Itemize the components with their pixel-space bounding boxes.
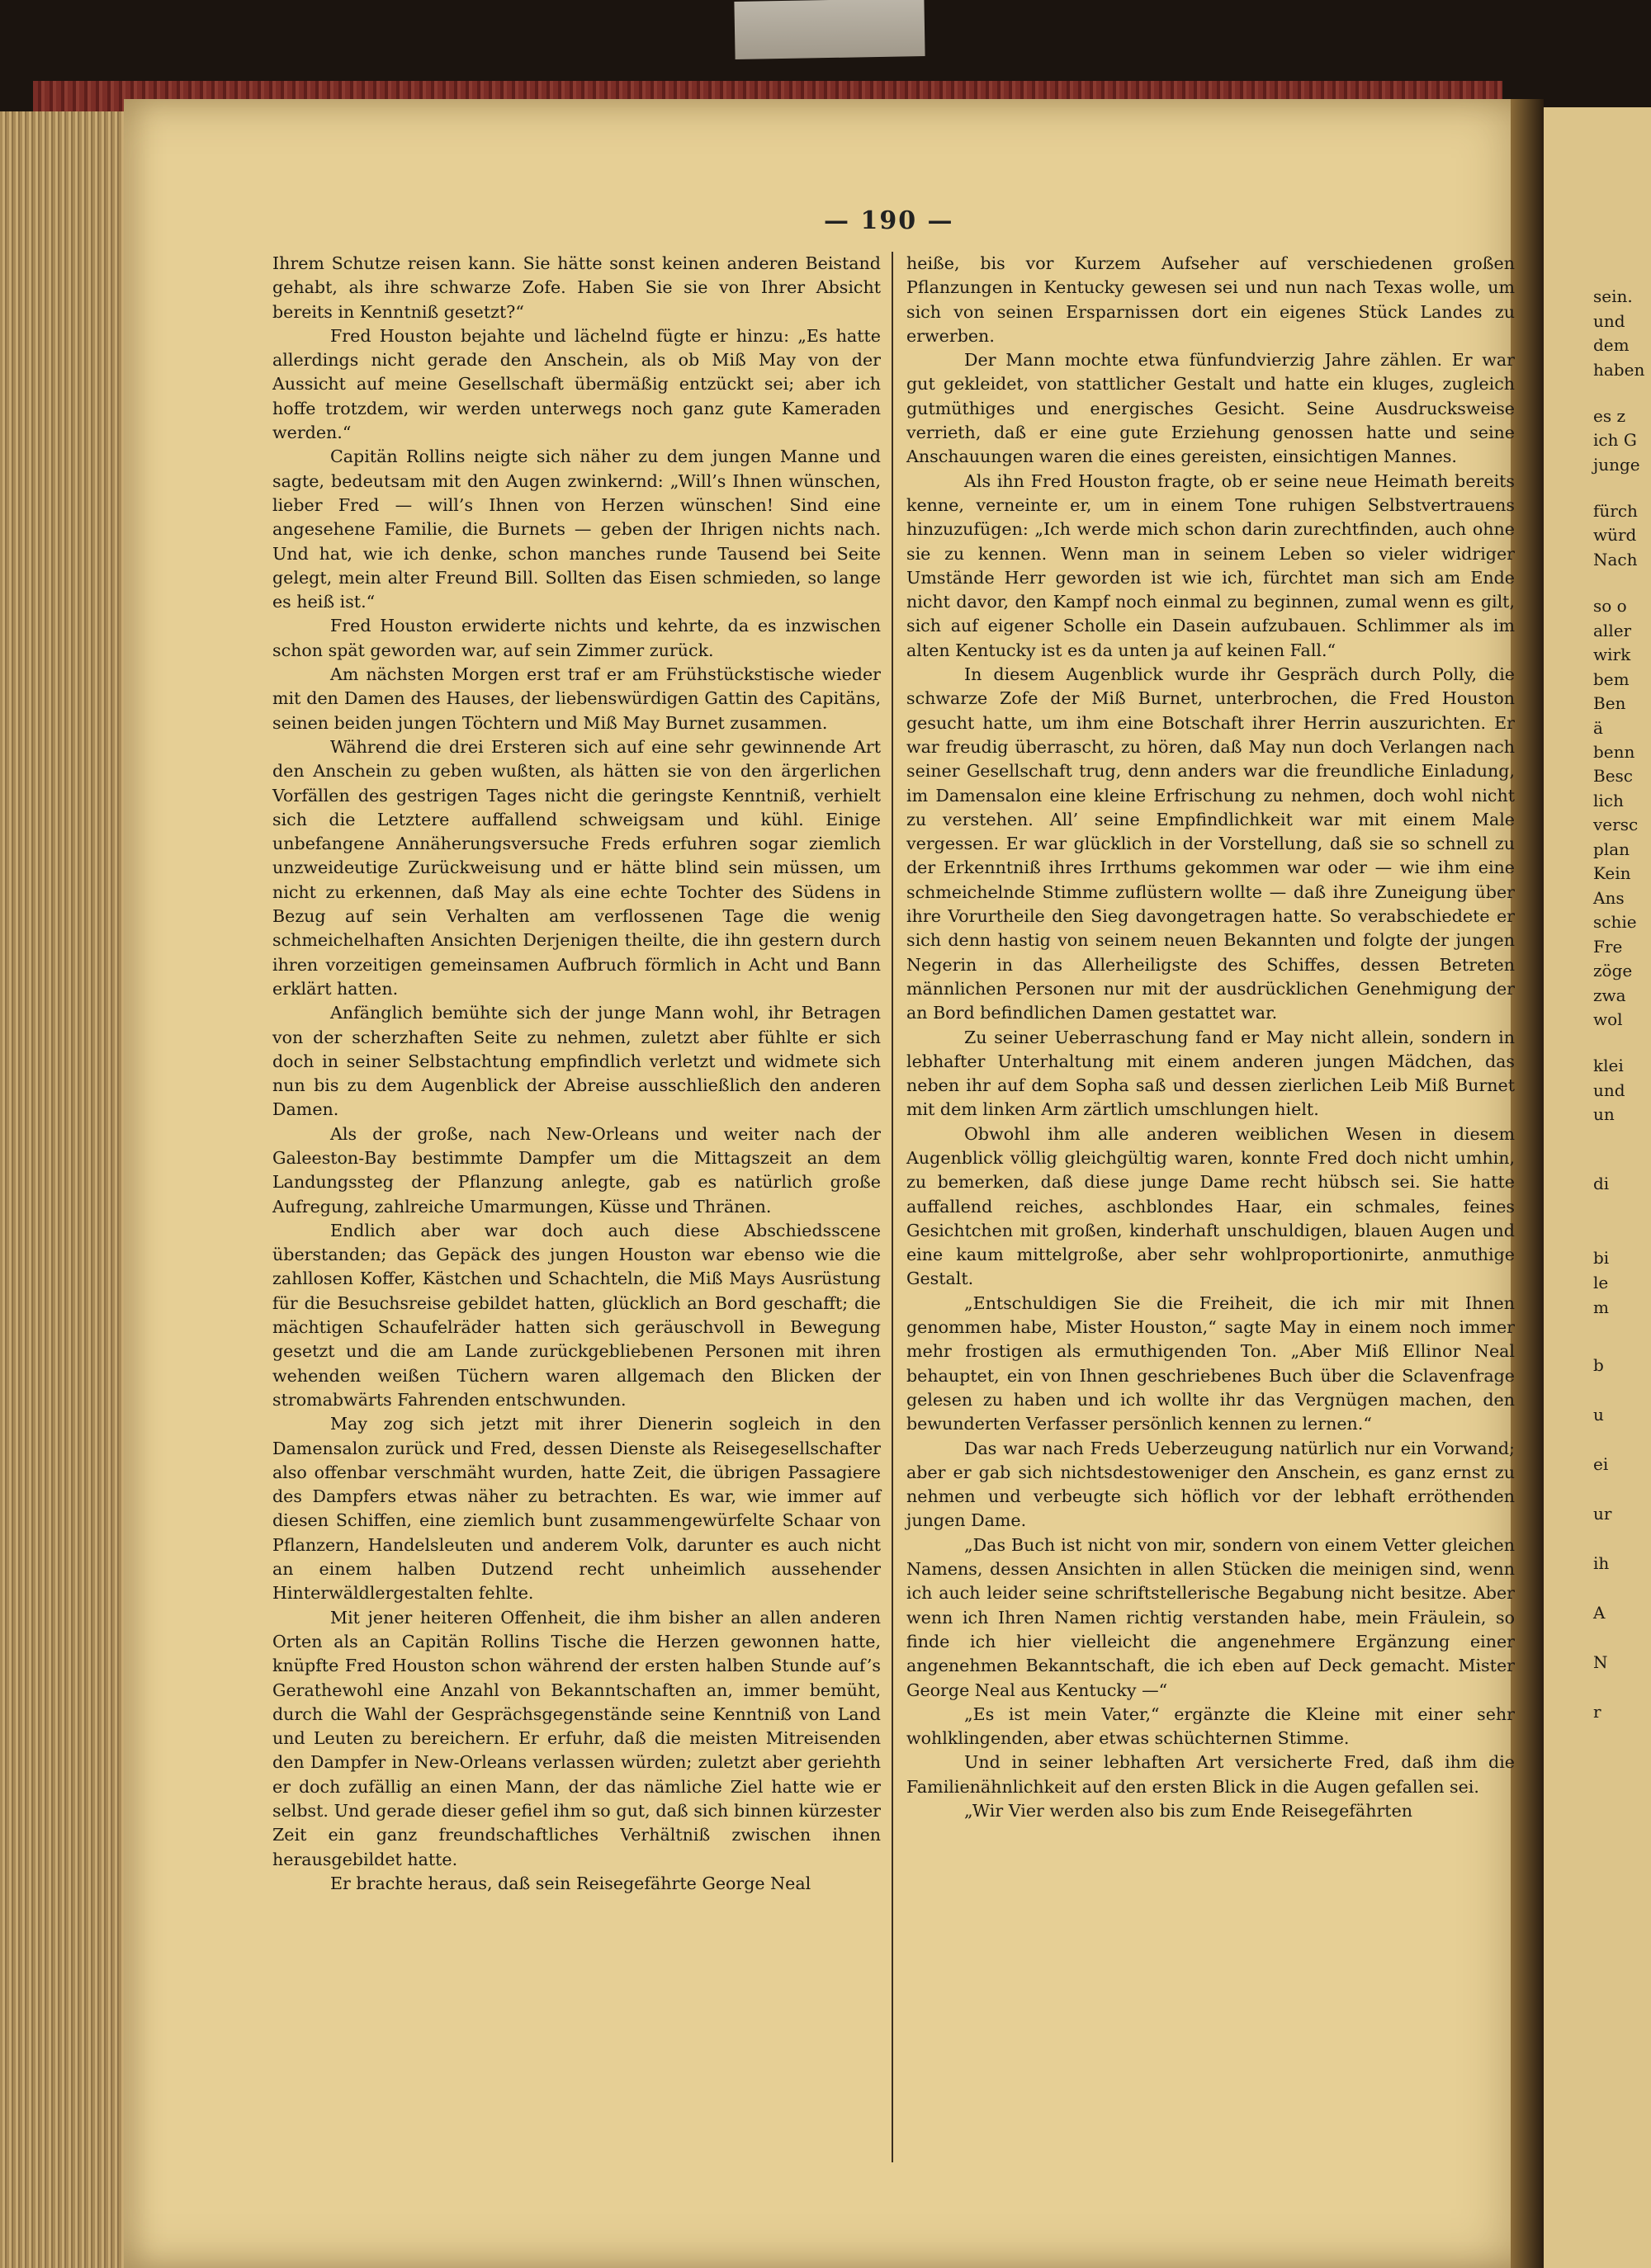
right-page-fragment: zöge bbox=[1593, 961, 1633, 980]
right-page-fragment: m bbox=[1593, 1297, 1609, 1317]
right-page-fragment: und bbox=[1593, 1080, 1625, 1100]
right-page-fragment: fürch bbox=[1593, 501, 1638, 521]
paragraph: Als ihn Fred Houston fragte, ob er seine neue Heimath bereits kenne, verneinte er, um in einem Tone ruhigen Selbstvertrauens hinzuzufügen: „Ich werde mich schon darin zurechtfinden, auch ohne sie zu kennen. Wenn man in seinem Leben so vieler widriger Umstände Herr geworden ist wie ich, fürchtet man sich am Ende nicht davor, den Kampf noch einmal zu beginnen, zumal wenn es gilt, sich auf eigener Scholle ein Dasein aufzubauen. Schlimmer als im alten Kentucky ist es da unten ja auf keinen Fall.“ bbox=[906, 470, 1515, 660]
column-right bbox=[906, 252, 1515, 1823]
right-page-fragment: würd bbox=[1593, 525, 1637, 545]
paragraph: Und in seiner lebhaften Art versicherte Fred, daß ihm die Familienähnlichkeit auf den ersten Blick in die Augen gefallen sei. bbox=[906, 1752, 1515, 1797]
paragraph: Anfänglich bemühte sich der junge Mann wohl, ihr Betragen von der scherzhaften Seite zu nehmen, zuletzt aber fühlte er sich doch in seiner Selbstachtung empfindlich verletzt und widmete sich nun bis zu dem Augenblick der Abreise ausschließlich den anderen Damen. bbox=[272, 1003, 881, 1120]
right-page-fragment: ur bbox=[1593, 1504, 1612, 1524]
right-page-fragment: junge bbox=[1593, 455, 1640, 475]
right-page-fragment: ich G bbox=[1593, 430, 1637, 450]
right-page-fragment: und bbox=[1593, 311, 1625, 331]
right-page-fragment: plan bbox=[1593, 839, 1630, 859]
right-page-fragment: A bbox=[1593, 1603, 1606, 1623]
right-page-fragment: Ben bbox=[1593, 693, 1626, 713]
right-page-fragment: sein. bbox=[1593, 286, 1633, 306]
right-page-fragment: bem bbox=[1593, 669, 1630, 689]
paragraph: Endlich aber war doch auch diese Abschiedsscene überstanden; das Gepäck des jungen Houston war ebenso wie die zahllosen Koffer, Kästchen und Schachteln, die Miß Mays Ausrüstung für die Besuchsreise gebildet hatten, glücklich an Bord geschafft; die mächtigen Schaufelräder hatten sich geräuschvoll in Bewegung gesetzt und die am Lande zurückgebliebenen Personen mit ihren wehenden weißen Tüchern waren allgemach den Blicken der stromabwärts Fahrenden entschwunden. bbox=[272, 1220, 881, 1410]
right-page-fragment: bi bbox=[1593, 1248, 1610, 1268]
right-page-fragment: so o bbox=[1593, 596, 1627, 616]
paragraph: Zu seiner Ueberraschung fand er May nicht allein, sondern in lebhafter Unterhaltung mit einem anderen jungen Mädchen, das neben ihr auf dem Sopha saß und dessen zierlichen Leib Miß Burnet mit dem linken Arm zärtlich umschlungen hielt. bbox=[906, 1027, 1515, 1120]
page-stack bbox=[0, 111, 132, 2268]
paragraph: Fred Houston erwiderte nichts und kehrte, da es inzwischen schon spät geworden war, auf sein Zimmer zurück. bbox=[272, 616, 881, 660]
paragraph: Das war nach Freds Ueberzeugung natürlich nur ein Vorwand; aber er gab sich nichtsdestoweniger den Anschein, es ganz ernst zu nehmen und verbeugte sich höflich vor der lebhaft erröthenden jungen Dame. bbox=[906, 1438, 1515, 1531]
paragraph: „Entschuldigen Sie die Freiheit, die ich mir mit Ihnen genommen habe, Mister Houston,“ sagte May in einem noch immer mehr frostigen als ermuthigenden Ton. „Aber Miß Ellinor Neal behauptet, ein von Ihnen geschriebenes Buch über die Sclavenfrage gelesen zu haben und ich wollte ihr das Vergnügen machen, den bewunderten Verfasser persönlich kennen zu lernen.“ bbox=[906, 1292, 1515, 1434]
paragraph: Am nächsten Morgen erst traf er am Frühstückstische wieder mit den Damen des Hauses, der liebenswürdigen Gattin des Capitäns, seinen beiden jungen Töchtern und Miß May Burnet zusammen. bbox=[272, 664, 881, 733]
right-page-fragment: r bbox=[1593, 1702, 1601, 1722]
right-page-fragment: un bbox=[1593, 1104, 1615, 1124]
right-page-fragment: Kein bbox=[1593, 863, 1631, 883]
right-page-fragment: aller bbox=[1593, 621, 1632, 640]
paragraph: Der Mann mochte etwa fünfundvierzig Jahre zählen. Er war gut gekleidet, von stattlicher Gestalt und hatte ein kluges, zugleich gutmüthiges und energisches Gesicht. Seine Ausdrucksweise verrieth, daß er eine gute Erziehung genossen hatte und seine Anschauungen waren die eines gereisten, einsichtigen Mannes. bbox=[906, 350, 1515, 467]
column-left bbox=[272, 252, 881, 1896]
right-page-fragment: le bbox=[1593, 1273, 1609, 1292]
right-page-fragment: lich bbox=[1593, 791, 1624, 810]
paragraph: Als der große, nach New-Orleans und weiter nach der Galeeston-Bay bestimmte Dampfer um die Mittagszeit an dem Landungssteg der Pflanzung anlegte, gab es natürlich große Aufregung, zahlreiche Umarmungen, Küsse und Thränen. bbox=[272, 1123, 881, 1217]
right-page-fragment: u bbox=[1593, 1405, 1604, 1425]
right-page-fragment: Nach bbox=[1593, 550, 1638, 569]
right-page-fragment: b bbox=[1593, 1355, 1604, 1375]
right-page-fragment: benn bbox=[1593, 742, 1635, 762]
paragraph: Obwohl ihm alle anderen weiblichen Wesen in diesem Augenblick völlig gleichgültig waren, konnte Fred doch nicht umhin, zu bemerken, daß diese junge Dame recht hübsch sei. Sie hatte auffallend reiches, aschblondes Haar, ein schmales, feines Gesichtchen mit großen, kinderhaft unschuldigen, blauen Augen und eine kaum mittelgroße, aber sehr wohlproportionirte, anmuthige Gestalt. bbox=[906, 1123, 1515, 1289]
paragraph: „Wir Vier werden also bis zum Ende Reisegefährten bbox=[964, 1801, 1413, 1821]
right-page-fragment: versc bbox=[1593, 815, 1639, 834]
right-page-fragment: klei bbox=[1593, 1056, 1624, 1075]
right-page-fragment: Besc bbox=[1593, 766, 1633, 786]
paragraph: heiße, bis vor Kurzem Aufseher auf verschiedenen großen Pflanzungen in Kentucky gewesen sei und nun nach Texas wolle, um sich von seinen Ersparnissen dort ein eigenes Stück Landes zu erwerben. bbox=[906, 253, 1515, 346]
paragraph: Mit jener heiteren Offenheit, die ihm bisher an allen anderen Orten als an Capitän Rollins Tische die Herzen gewonnen hatte, knüpfte Fred Houston schon während der ersten halben Stunde auf’s Gerathewohl eine Anzahl von Bekanntschaften an, immer bemüht, durch die Wahl der Gesprächsgegenstände seine Kenntniß von Land und Leuten zu bereichern. Er erfuhr, daß die meisten Mitreisenden den Dampfer in New-Orleans verlassen würden; zuletzt aber geriehth er doch zufällig an einen Mann, der das nämliche Ziel hatte wie er selbst. Und gerade dieser gefiel ihm so gut, daß sich binnen kürzester Zeit ein ganz freundschaftliches Verhältniß zwischen ihnen herausgebildet hatte. bbox=[272, 1607, 881, 1869]
paragraph: „Es ist mein Vater,“ ergänzte die Kleine mit einer sehr wohlklingenden, aber etwas schüchternen Stimme. bbox=[906, 1703, 1515, 1749]
column-divider bbox=[892, 252, 893, 2162]
paragraph: May zog sich jetzt mit ihrer Dienerin sogleich in den Damensalon zurück und Fred, dessen Dienste als Reisegesellschafter also offenbar verschmäht wurden, hatte Zeit, die übrigen Passagiere des Dampfers etwas näher zu betrachten. Es war, wie immer auf diesen Schiffen, eine ziemlich bunt zusammengewürfelte Schaar von Pflanzern, Handelsleuten und anderem Volk, darunter es auch nicht an einem halben Dutzend recht unheimlich aussehender Hinterwäldlergestalten fehlte. bbox=[272, 1414, 881, 1604]
right-page-fragment: dem bbox=[1593, 335, 1630, 355]
right-page-fragment: haben bbox=[1593, 360, 1645, 380]
paragraph: Fred Houston bejahte und lächelnd fügte er hinzu: „Es hatte allerdings nicht gerade den Anschein, als ob Miß May von der Aussicht auf meine Gesellschaft übermäßig entzückt sei; aber ich hoffe trotzdem, wir werden unterwegs noch ganz gute Kameraden werden.“ bbox=[272, 325, 881, 443]
right-page-fragment: ei bbox=[1593, 1454, 1609, 1474]
paragraph: Ihrem Schutze reisen kann. Sie hätte sonst keinen anderen Beistand gehabt, als ihre schwarze Zofe. Haben Sie sie von Ihrer Absicht bereits in Kenntniß gesetzt?“ bbox=[272, 253, 881, 322]
right-page-fragment: wirk bbox=[1593, 645, 1631, 664]
paragraph: Capitän Rollins neigte sich näher zu dem jungen Manne und sagte, bedeutsam mit den Augen zwinkernd: „Will’s Ihnen wünschen, lieber Fred — will’s Ihnen von Herzen wünschen! Sind eine angesehene Familie, die Burnets — geben der Ihrigen nichts nach. Und hat, wie ich denke, schon manches runde Tausend bei Seite gelegt, mein alter Freund Bill. Sollten das Eisen schmieden, so lange es heiß ist.“ bbox=[272, 447, 881, 612]
paragraph: Während die drei Ersteren sich auf eine sehr gewinnende Art den Anschein zu geben wußten, als hätten sie von den ärgerlichen Vorfällen des gestrigen Tages nicht die geringste Kenntniß, verhielt sich die Letztere auffallend schweigsam und kühl. Einige unbefangene Annäherungsversuche Freds erfuhren sogar ziemlich unzweideutige Zurückweisung und er hätte blind sein müssen, um nicht zu erkennen, daß May als eine echte Tochter des Südens in Bezug auf sein Verhalten am verflossenen Tage die wenig schmeichelhaften Ansichten Derjenigen theilte, die ihn gestern durch ihren vorzeitigen gemeinsamen Aufbruch förmlich in Acht und Bann erklärt hatten. bbox=[272, 736, 881, 999]
right-page-fragment: schie bbox=[1593, 912, 1637, 932]
paragraph: „Das Buch ist nicht von mir, sondern von einem Vetter gleichen Namens, dessen Ansichten in allen Stücken die meinigen sind, wenn ich auch leider seine schriftstellerische Begabung nicht besitze. Aber wenn ich Ihren Namen richtig verstanden habe, mein Fräulein, so finde ich hier vielleicht die angenehmere Ergänzung einer angenehmen Bekanntschaft, die ich eben auf Deck gemacht. Mister George Neal aus Kentucky —“ bbox=[906, 1534, 1515, 1700]
right-page-fragment: di bbox=[1593, 1174, 1610, 1193]
right-page-fragment: Fre bbox=[1593, 937, 1623, 957]
book-gutter bbox=[1511, 99, 1544, 2268]
right-page-fragment: N bbox=[1593, 1652, 1608, 1672]
page-number: — 190 — bbox=[824, 206, 954, 235]
tape-strip bbox=[734, 0, 925, 59]
right-page-fragment: wol bbox=[1593, 1009, 1623, 1029]
paragraph: Er brachte heraus, daß sein Reisegefährte George Neal bbox=[330, 1873, 811, 1893]
right-page-fragment: es z bbox=[1593, 406, 1625, 426]
right-page-fragment: ih bbox=[1593, 1553, 1610, 1573]
paragraph: In diesem Augenblick wurde ihr Gespräch durch Polly, die schwarze Zofe der Miß Burnet, unterbrochen, die Fred Houston gesucht hatte, um ihm eine Botschaft ihrer Herrin auszurichten. Er war freudig überrascht, zu hören, daß May nun doch Verlangen nach seiner Gesellschaft trug, denn anders war die freundliche Einladung, im Damensalon eine kleine Erfrischung zu nehmen, doch wohl nicht zu verstehen. All’ seine Empfindlichkeit war mit einem Male vergessen. Er war glücklich in der Vorstellung, daß sie so schnell zu der Erkenntniß ihres Irrthums gekommen war oder — wie ihm eine schmeichelnde Stimme zuflüstern wollte — daß ihre Zuneigung über ihre Vorurtheile den Sieg davongetragen hatte. So verabschiedete er sich denn hastig von seinem neuen Bekannten und folgte der jungen Negerin in das Allerheiligste des Schiffes, dessen Betreten männlichen Personen nur mit der ausdrücklichen Genehmigung der an Bord befindlichen Damen gestattet war. bbox=[906, 664, 1515, 1023]
right-page-fragment: Ans bbox=[1593, 888, 1625, 908]
right-page-fragment: zwa bbox=[1593, 985, 1626, 1005]
right-page-fragment: ä bbox=[1593, 718, 1603, 738]
